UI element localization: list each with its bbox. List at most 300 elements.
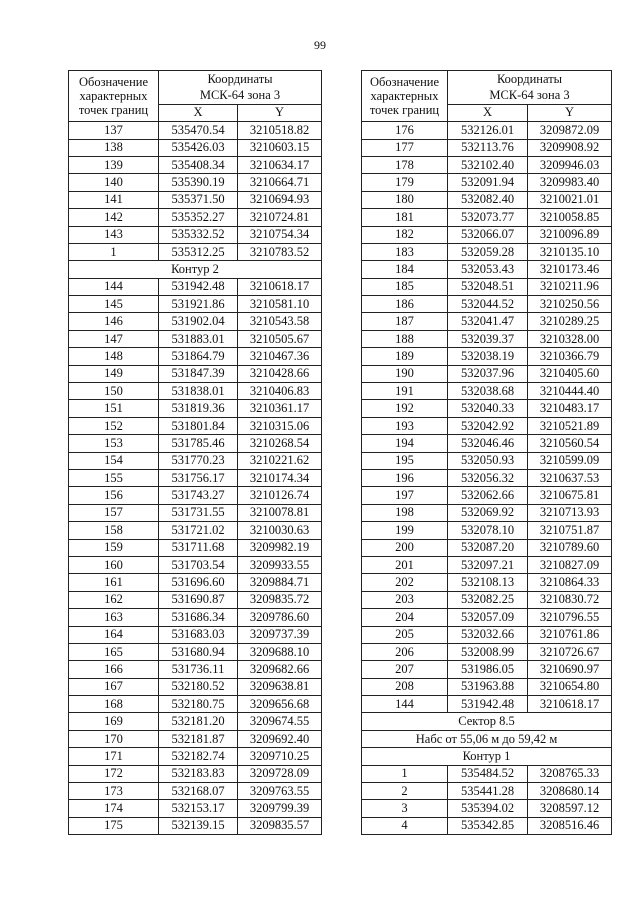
y-coordinate: 3210030.63 [238, 522, 322, 539]
coordinate-system-header: МСК-64 зона 3 [159, 87, 322, 104]
y-coordinate: 3209908.92 [528, 139, 612, 156]
x-coordinate: 531686.34 [159, 609, 238, 626]
x-coordinate: 531847.39 [159, 365, 238, 382]
x-coordinate: 535312.25 [159, 243, 238, 260]
y-coordinate: 3209933.55 [238, 556, 322, 573]
point-number: 151 [69, 400, 159, 417]
x-coordinate: 532040.33 [448, 400, 528, 417]
point-number: 142 [69, 209, 159, 226]
y-coordinate: 3210830.72 [528, 591, 612, 608]
y-coordinate: 3210021.01 [528, 191, 612, 208]
x-coordinate: 531680.94 [159, 643, 238, 660]
point-number: 188 [362, 330, 448, 347]
table-row [362, 626, 612, 643]
x-coordinate: 532059.28 [448, 243, 528, 260]
x-coordinate: 531801.84 [159, 417, 238, 434]
point-number: 195 [362, 452, 448, 469]
point-number: 175 [69, 817, 159, 834]
y-coordinate: 3209692.40 [238, 730, 322, 747]
point-number: 176 [362, 122, 448, 139]
x-coordinate: 531756.17 [159, 469, 238, 486]
table-row [69, 139, 322, 156]
x-coordinate: 535371.50 [159, 191, 238, 208]
table-row [69, 539, 322, 556]
point-number: 205 [362, 626, 448, 643]
x-coordinate: 535441.28 [448, 783, 528, 800]
table-row [362, 156, 612, 173]
y-coordinate: 3210518.82 [238, 122, 322, 139]
table-row [69, 713, 322, 730]
y-coordinate: 3210483.17 [528, 400, 612, 417]
x-coordinate: 532008.99 [448, 643, 528, 660]
y-coordinate: 3210366.79 [528, 348, 612, 365]
table-row [362, 365, 612, 382]
y-coordinate: 3209688.10 [238, 643, 322, 660]
x-coordinate: 532108.13 [448, 574, 528, 591]
table-row [362, 661, 612, 678]
table-row [362, 261, 612, 278]
x-coordinate: 535484.52 [448, 765, 528, 782]
table-row [362, 556, 612, 573]
y-coordinate: 3210096.89 [528, 226, 612, 243]
table-row [69, 626, 322, 643]
x-coordinate: 531921.86 [159, 296, 238, 313]
x-coordinate: 532032.66 [448, 626, 528, 643]
table-row [69, 296, 322, 313]
point-number: 144 [69, 278, 159, 295]
point-number: 204 [362, 609, 448, 626]
y-coordinate: 3210444.40 [528, 383, 612, 400]
y-coordinate: 3209638.81 [238, 678, 322, 695]
x-coordinate: 532056.32 [448, 469, 528, 486]
y-coordinate: 3210654.80 [528, 678, 612, 695]
y-coordinate: 3210406.83 [238, 383, 322, 400]
y-coordinate: 3210634.17 [238, 156, 322, 173]
y-coordinate: 3210690.97 [528, 661, 612, 678]
table-row [69, 556, 322, 573]
point-number: 183 [362, 243, 448, 260]
point-number: 178 [362, 156, 448, 173]
table-row [69, 348, 322, 365]
coordinates-table-left [68, 70, 322, 835]
point-number: 199 [362, 522, 448, 539]
y-coordinate: 3210467.36 [238, 348, 322, 365]
x-coordinate: 532113.76 [448, 139, 528, 156]
point-number: 148 [69, 348, 159, 365]
x-coordinate: 532073.77 [448, 209, 528, 226]
point-number: 172 [69, 765, 159, 782]
y-coordinate: 3210637.53 [528, 469, 612, 486]
y-coordinate: 3209674.55 [238, 713, 322, 730]
table-row [69, 226, 322, 243]
right-table-body [362, 122, 612, 835]
table-row [362, 487, 612, 504]
point-number: 147 [69, 330, 159, 347]
point-number: 145 [69, 296, 159, 313]
y-coordinate: 3210428.66 [238, 365, 322, 382]
x-coordinate: 535394.02 [448, 800, 528, 817]
table-row [69, 574, 322, 591]
x-coordinate: 532183.83 [159, 765, 238, 782]
point-number: 165 [69, 643, 159, 660]
y-coordinate: 3209728.09 [238, 765, 322, 782]
y-coordinate: 3210543.58 [238, 313, 322, 330]
point-number: 203 [362, 591, 448, 608]
x-coordinate: 532044.52 [448, 296, 528, 313]
table-row [69, 278, 322, 295]
point-number: 173 [69, 783, 159, 800]
x-coordinate: 535352.27 [159, 209, 238, 226]
y-coordinate: 3210694.93 [238, 191, 322, 208]
y-coordinate: 3210713.93 [528, 504, 612, 521]
y-coordinate: 3210078.81 [238, 504, 322, 521]
table-row [69, 800, 322, 817]
y-coordinate: 3210173.46 [528, 261, 612, 278]
table-row [362, 574, 612, 591]
y-coordinate: 3210174.34 [238, 469, 322, 486]
y-coordinate: 3209835.57 [238, 817, 322, 834]
y-coordinate: 3210599.09 [528, 452, 612, 469]
table-row [69, 696, 322, 713]
y-coordinate: 3210603.15 [238, 139, 322, 156]
table-row [362, 765, 612, 782]
table-row [69, 365, 322, 382]
point-number: 3 [362, 800, 448, 817]
table-row [69, 661, 322, 678]
point-number: 166 [69, 661, 159, 678]
table-row [362, 696, 612, 713]
x-coordinate: 531703.54 [159, 556, 238, 573]
table-row [362, 522, 612, 539]
y-coordinate: 3209786.60 [238, 609, 322, 626]
point-number: 159 [69, 539, 159, 556]
point-number: 180 [362, 191, 448, 208]
y-coordinate: 3210521.89 [528, 417, 612, 434]
y-coordinate: 3210289.25 [528, 313, 612, 330]
x-coordinate: 532057.09 [448, 609, 528, 626]
x-coordinate: 532180.52 [159, 678, 238, 695]
point-number: 139 [69, 156, 159, 173]
point-number: 181 [362, 209, 448, 226]
point-number: 168 [69, 696, 159, 713]
y-coordinate: 3210761.86 [528, 626, 612, 643]
x-coordinate: 531696.60 [159, 574, 238, 591]
point-number: 200 [362, 539, 448, 556]
point-number: 154 [69, 452, 159, 469]
y-coordinate: 3210361.17 [238, 400, 322, 417]
point-number: 143 [69, 226, 159, 243]
x-header: X [448, 104, 528, 121]
table-row [362, 539, 612, 556]
y-coordinate: 3210505.67 [238, 330, 322, 347]
point-number: 207 [362, 661, 448, 678]
table-row [362, 348, 612, 365]
x-coordinate: 532062.66 [448, 487, 528, 504]
table-row [69, 504, 322, 521]
x-header: X [159, 104, 238, 121]
designation-header: Обозначение характерных точек границ [362, 71, 448, 122]
point-number: 156 [69, 487, 159, 504]
table-row [362, 417, 612, 434]
x-coordinate: 531721.02 [159, 522, 238, 539]
point-number: 146 [69, 313, 159, 330]
point-number: 177 [362, 139, 448, 156]
x-coordinate: 531770.23 [159, 452, 238, 469]
y-coordinate: 3210618.17 [528, 696, 612, 713]
table-row [69, 435, 322, 452]
x-coordinate: 531711.68 [159, 539, 238, 556]
x-coordinate: 532126.01 [448, 122, 528, 139]
table-row [69, 122, 322, 139]
point-number: 144 [362, 696, 448, 713]
y-coordinate: 3210726.67 [528, 643, 612, 660]
x-coordinate: 531690.87 [159, 591, 238, 608]
x-coordinate: 532069.92 [448, 504, 528, 521]
table-row [362, 469, 612, 486]
designation-header: Обозначение характерных точек границ [69, 71, 159, 122]
y-coordinate: 3209872.09 [528, 122, 612, 139]
point-number: 164 [69, 626, 159, 643]
point-number: 171 [69, 748, 159, 765]
section-row [362, 730, 612, 747]
x-coordinate: 532038.19 [448, 348, 528, 365]
point-number: 187 [362, 313, 448, 330]
x-coordinate: 532039.37 [448, 330, 528, 347]
coordinates-table-right [361, 70, 612, 835]
x-coordinate: 531838.01 [159, 383, 238, 400]
table-row [362, 435, 612, 452]
y-coordinate: 3209983.40 [528, 174, 612, 191]
table-row [362, 226, 612, 243]
point-number: 170 [69, 730, 159, 747]
table-row [69, 469, 322, 486]
x-coordinate: 532087.20 [448, 539, 528, 556]
table-row [69, 452, 322, 469]
section-title: Контур 2 [69, 261, 322, 278]
point-number: 149 [69, 365, 159, 382]
y-coordinate: 3210405.60 [528, 365, 612, 382]
point-number: 206 [362, 643, 448, 660]
y-coordinate: 3209656.68 [238, 696, 322, 713]
x-coordinate: 532091.94 [448, 174, 528, 191]
x-coordinate: 532050.93 [448, 452, 528, 469]
x-coordinate: 532082.40 [448, 191, 528, 208]
y-coordinate: 3209982.19 [238, 539, 322, 556]
point-number: 141 [69, 191, 159, 208]
point-number: 152 [69, 417, 159, 434]
table-row [69, 730, 322, 747]
x-coordinate: 532053.43 [448, 261, 528, 278]
y-coordinate: 3210796.55 [528, 609, 612, 626]
x-coordinate: 531864.79 [159, 348, 238, 365]
y-coordinate: 3210751.87 [528, 522, 612, 539]
table-row [69, 191, 322, 208]
point-number: 155 [69, 469, 159, 486]
coordinates-header: Координаты [448, 71, 612, 88]
left-table-body [69, 122, 322, 835]
y-coordinate: 3210827.09 [528, 556, 612, 573]
table-row [69, 330, 322, 347]
point-number: 138 [69, 139, 159, 156]
x-coordinate: 531683.03 [159, 626, 238, 643]
table-row [69, 817, 322, 834]
x-coordinate: 532042.92 [448, 417, 528, 434]
y-coordinate: 3208516.46 [528, 817, 612, 834]
y-coordinate: 3210328.00 [528, 330, 612, 347]
page-number: 99 [314, 38, 326, 52]
table-row [362, 296, 612, 313]
x-coordinate: 531942.48 [159, 278, 238, 295]
x-coordinate: 531785.46 [159, 435, 238, 452]
table-row [69, 748, 322, 765]
x-coordinate: 532066.07 [448, 226, 528, 243]
section-title: Контур 1 [362, 748, 612, 765]
x-coordinate: 535408.34 [159, 156, 238, 173]
x-coordinate: 531731.55 [159, 504, 238, 521]
table-row [69, 487, 322, 504]
table-row [69, 765, 322, 782]
y-coordinate: 3209737.39 [238, 626, 322, 643]
point-number: 190 [362, 365, 448, 382]
y-coordinate: 3208680.14 [528, 783, 612, 800]
y-coordinate: 3210864.33 [528, 574, 612, 591]
table-row [362, 174, 612, 191]
x-coordinate: 532182.74 [159, 748, 238, 765]
point-number: 201 [362, 556, 448, 573]
point-number: 193 [362, 417, 448, 434]
coordinate-system-header: МСК-64 зона 3 [448, 87, 612, 104]
section-row [362, 748, 612, 765]
table-row [362, 209, 612, 226]
table-row [69, 591, 322, 608]
point-number: 185 [362, 278, 448, 295]
table-row [362, 591, 612, 608]
y-coordinate: 3208597.12 [528, 800, 612, 817]
y-header: Y [238, 104, 322, 121]
table-row [362, 278, 612, 295]
y-coordinate: 3210250.56 [528, 296, 612, 313]
x-coordinate: 532078.10 [448, 522, 528, 539]
x-coordinate: 532153.17 [159, 800, 238, 817]
x-coordinate: 535426.03 [159, 139, 238, 156]
table-row [362, 313, 612, 330]
table-row [362, 800, 612, 817]
y-coordinate: 3209799.39 [238, 800, 322, 817]
x-coordinate: 532181.87 [159, 730, 238, 747]
table-row [69, 643, 322, 660]
table-row [69, 400, 322, 417]
point-number: 169 [69, 713, 159, 730]
y-coordinate: 3208765.33 [528, 765, 612, 782]
y-coordinate: 3210789.60 [528, 539, 612, 556]
x-coordinate: 535332.52 [159, 226, 238, 243]
y-coordinate: 3210754.34 [238, 226, 322, 243]
y-coordinate: 3210618.17 [238, 278, 322, 295]
table-row [69, 783, 322, 800]
x-coordinate: 531986.05 [448, 661, 528, 678]
y-coordinate: 3209710.25 [238, 748, 322, 765]
table-row [362, 383, 612, 400]
section-row [69, 261, 322, 278]
section-title: Набс от 55,06 м до 59,42 м [362, 730, 612, 747]
x-coordinate: 535342.85 [448, 817, 528, 834]
point-number: 198 [362, 504, 448, 521]
point-number: 153 [69, 435, 159, 452]
x-coordinate: 531736.11 [159, 661, 238, 678]
point-number: 137 [69, 122, 159, 139]
table-row [362, 191, 612, 208]
y-coordinate: 3210783.52 [238, 243, 322, 260]
table-row [362, 678, 612, 695]
point-number: 167 [69, 678, 159, 695]
x-coordinate: 532180.75 [159, 696, 238, 713]
x-coordinate: 535470.54 [159, 122, 238, 139]
y-coordinate: 3210058.85 [528, 209, 612, 226]
point-number: 140 [69, 174, 159, 191]
x-coordinate: 532037.96 [448, 365, 528, 382]
x-coordinate: 531883.01 [159, 330, 238, 347]
table-row [362, 400, 612, 417]
table-row [362, 643, 612, 660]
table-row [362, 330, 612, 347]
table-row [69, 174, 322, 191]
point-number: 189 [362, 348, 448, 365]
x-coordinate: 531942.48 [448, 696, 528, 713]
point-number: 158 [69, 522, 159, 539]
point-number: 162 [69, 591, 159, 608]
x-coordinate: 532082.25 [448, 591, 528, 608]
x-coordinate: 532041.47 [448, 313, 528, 330]
y-coordinate: 3210221.62 [238, 452, 322, 469]
x-coordinate: 532181.20 [159, 713, 238, 730]
table-row [69, 678, 322, 695]
y-coordinate: 3210315.06 [238, 417, 322, 434]
x-coordinate: 532139.15 [159, 817, 238, 834]
table-row [69, 417, 322, 434]
point-number: 163 [69, 609, 159, 626]
table-row [69, 243, 322, 260]
table-row [69, 609, 322, 626]
table-row [362, 243, 612, 260]
y-coordinate: 3210724.81 [238, 209, 322, 226]
y-coordinate: 3209835.72 [238, 591, 322, 608]
table-row [362, 122, 612, 139]
table-row [69, 383, 322, 400]
point-number: 184 [362, 261, 448, 278]
point-number: 160 [69, 556, 159, 573]
table-row [362, 452, 612, 469]
table-row [69, 313, 322, 330]
y-coordinate: 3210135.10 [528, 243, 612, 260]
section-title: Сектор 8.5 [362, 713, 612, 730]
x-coordinate: 532046.46 [448, 435, 528, 452]
point-number: 196 [362, 469, 448, 486]
table-row [362, 817, 612, 834]
y-coordinate: 3210675.81 [528, 487, 612, 504]
table-row [69, 209, 322, 226]
coordinates-header: Координаты [159, 71, 322, 88]
x-coordinate: 532048.51 [448, 278, 528, 295]
table-row [362, 139, 612, 156]
y-coordinate: 3209763.55 [238, 783, 322, 800]
point-number: 179 [362, 174, 448, 191]
x-coordinate: 532038.68 [448, 383, 528, 400]
point-number: 161 [69, 574, 159, 591]
x-coordinate: 531963.88 [448, 678, 528, 695]
point-number: 202 [362, 574, 448, 591]
y-header: Y [528, 104, 612, 121]
y-coordinate: 3210268.54 [238, 435, 322, 452]
